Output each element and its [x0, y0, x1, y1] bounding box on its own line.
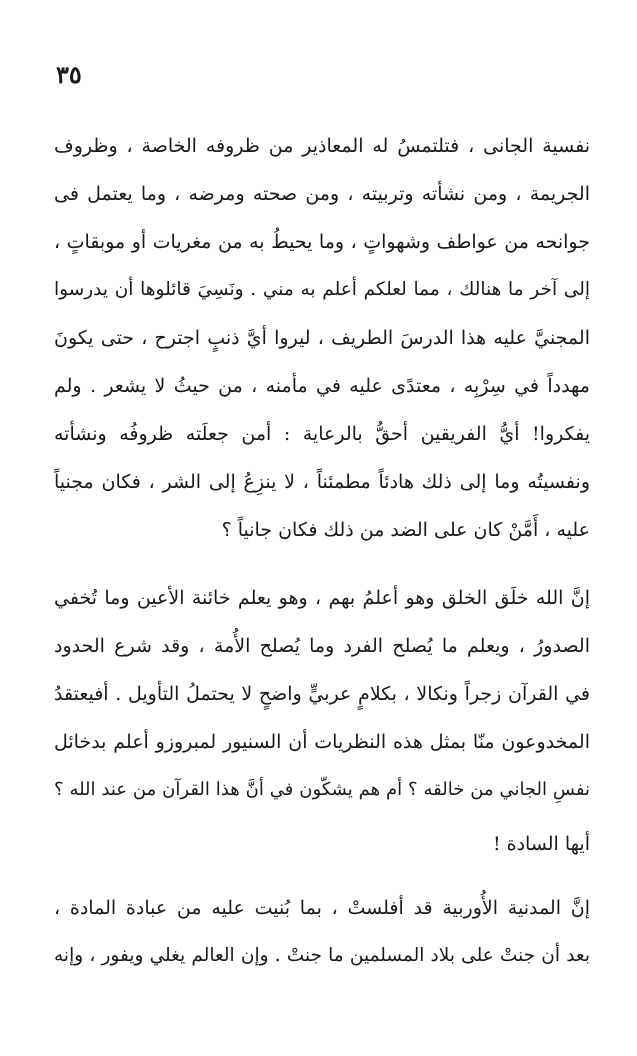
paragraph-3 — [54, 820, 590, 868]
text-line: أيها السادة ! — [492, 833, 590, 855]
text-line: نفسية الجانى ، فتلتمسُ له المعاذير من ظروفه الخاصة ، وظروف — [54, 135, 590, 157]
paragraph-1 — [54, 122, 590, 554]
text-line: إلى آخر ما هنالك ، مما لعلكم أعلم به مني . ونَسِيَ قائلوها أن يدرسوا — [54, 279, 590, 300]
text-line: يفكروا! أيُّ الفريقين أحقُّ بالرعاية : أمن جعلَته ظروفُه ونشأته — [54, 423, 590, 445]
page-number: ٣٥ — [56, 60, 82, 89]
text-line: بعد أن جنتْ على بلاد المسلمين ما جنتْ . وإن العالم يغلي ويفور ، وإنه — [54, 945, 590, 966]
paragraph-2 — [54, 574, 590, 814]
paragraph-4 — [54, 884, 590, 980]
text-line: ونفسيتُه وما إلى ذلك هادئاً مطمئناً ، لا ينزِعُ إلى الشر ، فكان مجنياً — [54, 471, 590, 493]
text-line: الجريمة ، ومن نشأته وتربيته ، ومن صحته ومرضه ، وما يعتمل فى — [54, 183, 590, 205]
text-line: في القرآن زجراً ونكالا ، بكلامٍ عربيٍّ واضحٍ لا يحتملُ التأويل . أفيعتقدُ — [54, 683, 590, 705]
text-line: إنَّ الله خلَق الخلق وهو أعلمُ بهم ، وهو يعلم خائنة الأعين وما تُخفي — [54, 587, 590, 609]
text-line: مهدداً في سِرْبِه ، معتدًى عليه في مأمنه ، من حيثُ لا يشعر . ولم — [54, 375, 590, 397]
text-line: المخدوعون منّا بمثل هذه النظريات أن السنيور لمبروزو أعلم بدخائل — [54, 731, 590, 753]
text-line: عليه ، أَمَّنْ كان على الضد من ذلك فكان جانياً ؟ — [221, 519, 590, 541]
text-line: جوانحه من عواطف وشهواتٍ ، وما يحيطُ به من مغريات أو موبقاتٍ ، — [54, 231, 590, 253]
text-line: الصدورُ ، ويعلم ما يُصلح الفرد وما يُصلح الأُمة ، وقد شرع الحدود — [54, 635, 590, 657]
text-line: إنَّ المدنية الأُوربية قد أفلستْ ، بما بُنيت عليه من عبادة المادة ، — [54, 897, 590, 919]
text-line: المجنيَّ عليه هذا الدرسَ الطريف ، ليروا أيَّ ذنبٍ اجترح ، حتى يكونَ — [54, 327, 590, 349]
text-line: نفسِ الجاني من خالقه ؟ أم هم يشكّون في أنَّ هذا القرآن من عند الله ؟ — [54, 779, 590, 800]
